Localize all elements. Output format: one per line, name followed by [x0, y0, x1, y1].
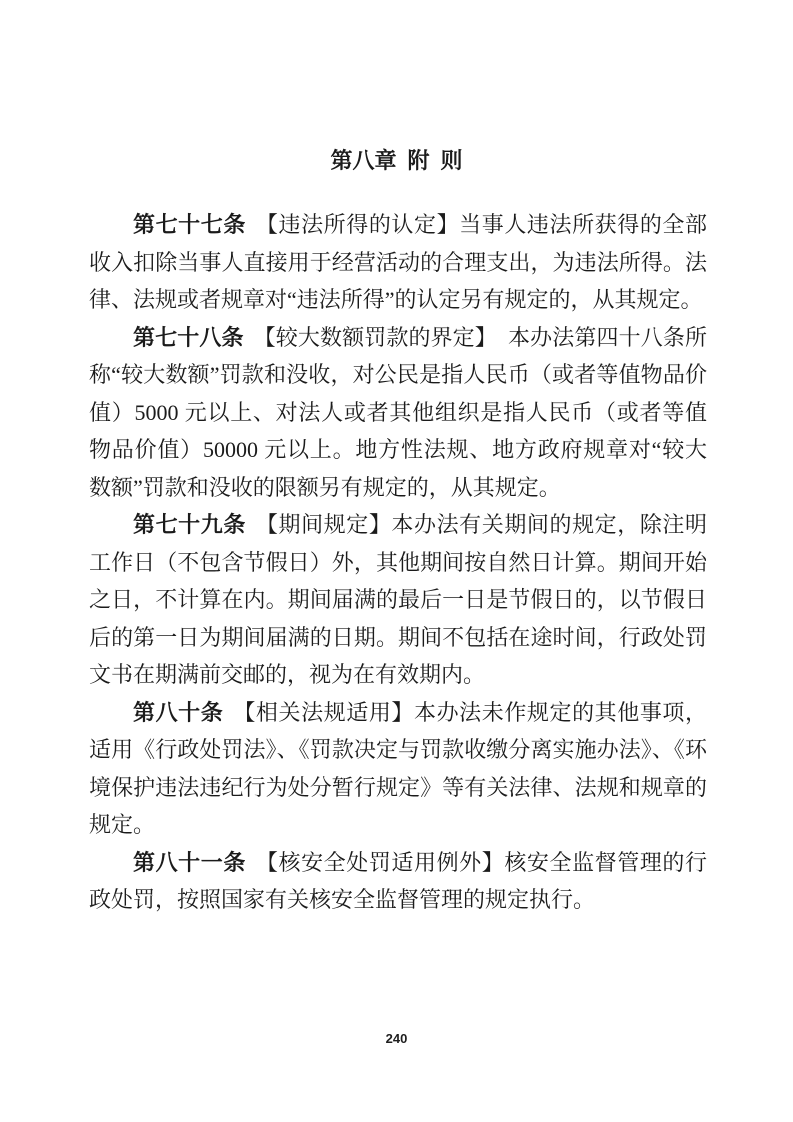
article-79-number: 第七十九条: [133, 512, 246, 537]
page-number: 240: [385, 1031, 408, 1046]
article-79-body: 【期间规定】本办法有关期间的规定，除注明工作日（不包含节假日）外，其他期间按自然日计算。期间开始之日，不计算在内。期间届满的最后一日是节假日的，以节假日后的第一日为期间届满的日期。期间不包括在途时间，行政处罚文书在期满前交邮的，视为在有效期内。: [89, 512, 707, 687]
article-80: [89, 694, 707, 844]
article-list: [89, 206, 707, 919]
article-81-body: 【核安全处罚适用例外】核安全监督管理的行政处罚，按照国家有关核安全监督管理的规定执行。: [89, 849, 707, 912]
article-78-number: 第七十八条: [133, 324, 244, 350]
article-79: [89, 506, 707, 694]
chapter-title: 第八章 附 则: [330, 148, 463, 173]
article-78-body: 【较大数额罚款的界定】 本办法第四十八条所称“较大数额”罚款和没收，对公民是指人民币（或者等值物品价值）5000 元以上、对法人或者其他组织是指人民币（或者等值物品价值）50000 元以上。地方性法规、地方政府规章对“较大数额”罚款和没收的限额另有规定的，从其规定。: [89, 324, 707, 500]
article-77-number: 第七十七条: [133, 212, 246, 237]
article-81: [89, 844, 707, 919]
article-78: [89, 319, 707, 507]
article-77-body: 【违法所得的认定】当事人违法所获得的全部收入扣除当事人直接用于经营活动的合理支出，为违法所得。法律、法规或者规章对“违法所得”的认定另有规定的，从其规定。: [89, 212, 707, 312]
article-81-number: 第八十一条: [133, 849, 246, 875]
article-77: [89, 206, 707, 319]
article-80-number: 第八十条: [133, 699, 224, 725]
article-80-body: 【相关法规适用】本办法未作规定的其他事项，适用《行政处罚法》、《罚款决定与罚款收缴分离实施办法》、《环境保护违法违纪行为处分暂行规定》等有关法律、法规和规章的规定。: [89, 699, 707, 837]
